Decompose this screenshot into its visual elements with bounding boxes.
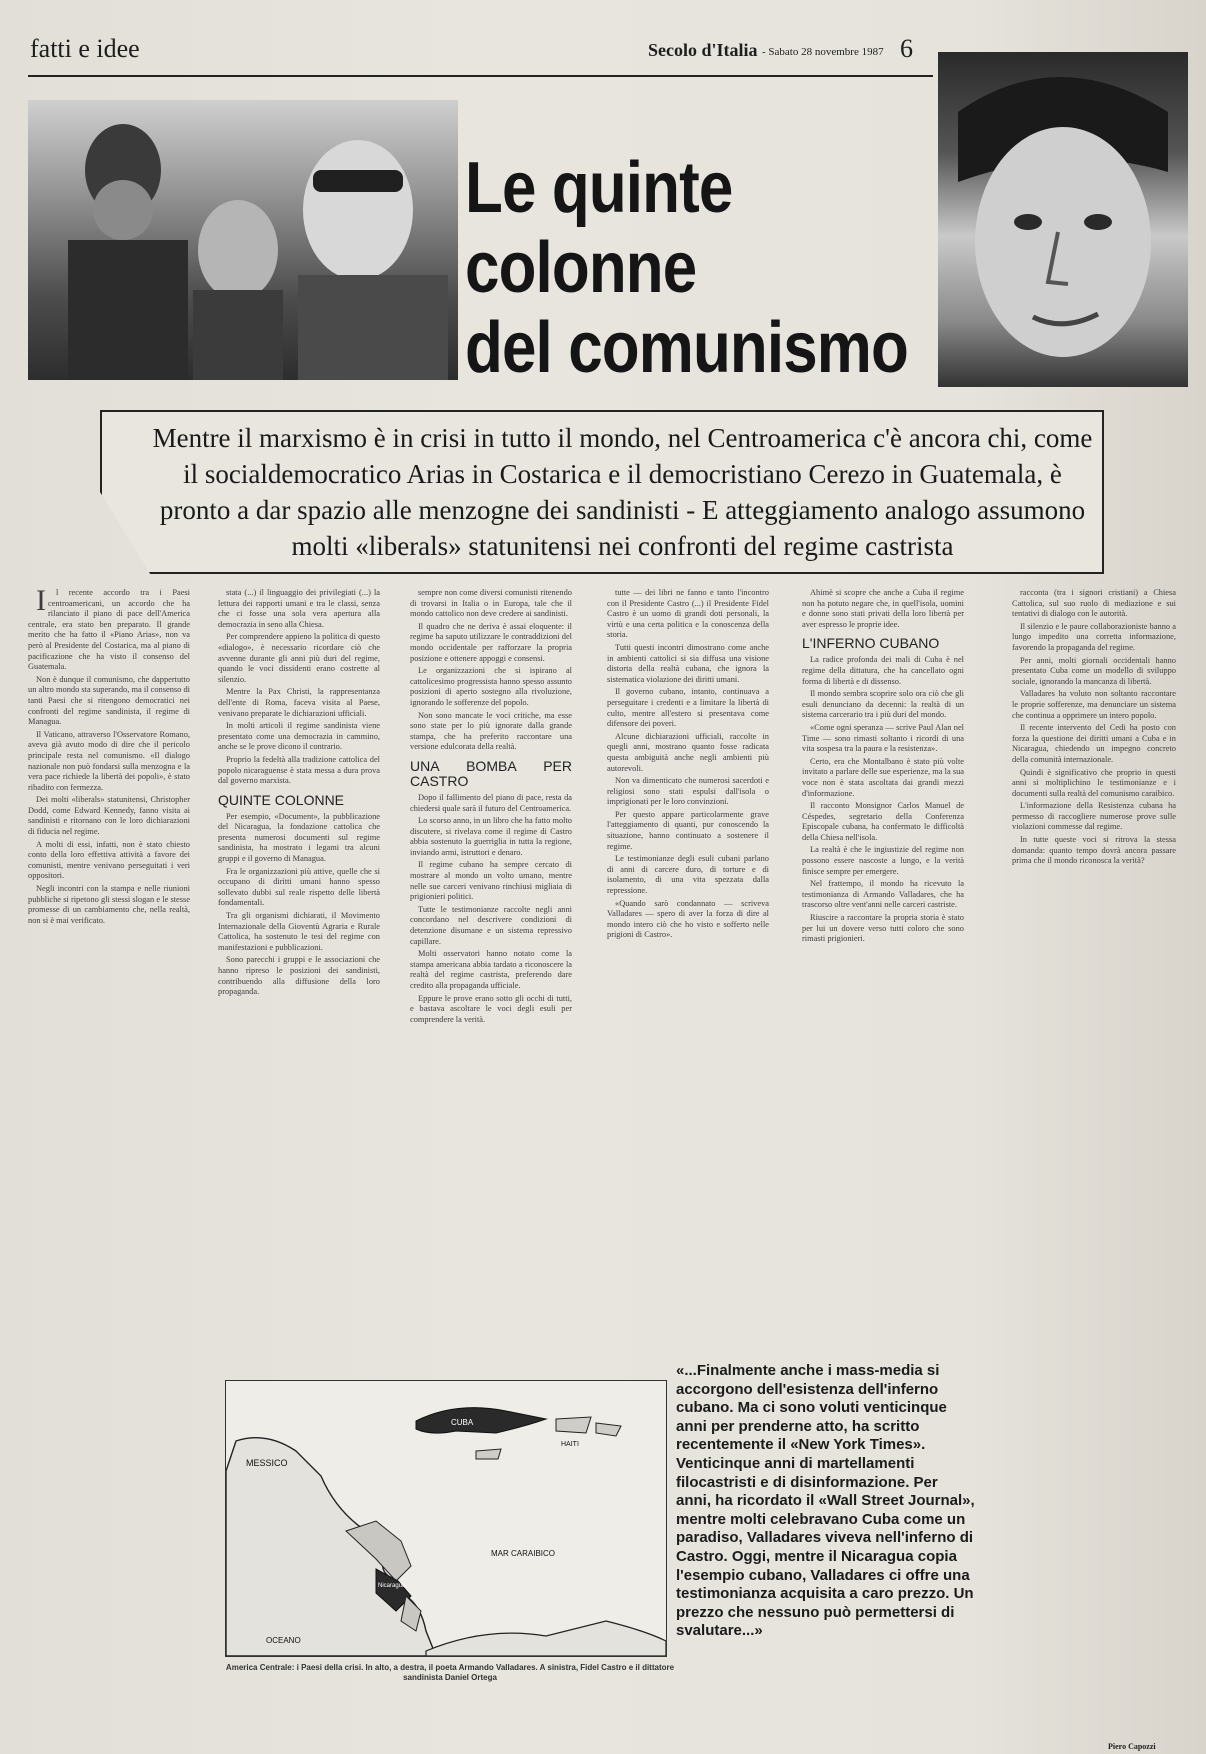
paragraph: Non è dunque il comunismo, che dappertutto un altro mondo sta superando, ma il consenso di tanti Paesi che si ritengono democratici nei confronti del regime sandinista, il regime di Managua. xyxy=(28,674,190,727)
paragraph: Tra gli organismi dichiarati, il Movimento Internazionale della Gioventù Agraria e Rurale Cattolica, ha sostenuto le tesi del regime con manifestazioni e pubblicazioni. xyxy=(218,911,380,952)
article-column-3 xyxy=(410,588,572,1368)
photo-castro-ortega xyxy=(28,100,458,380)
subhead-una-bomba: UNA BOMBA PER CASTRO xyxy=(410,757,572,789)
paragraph: racconta (tra i signori cristiani) a Chiesa Cattolica, sul suo ruolo di mediazione e sui tentativi di dialogo con le autorità. xyxy=(1012,588,1176,619)
headline-line-1: Le quinte xyxy=(465,148,733,228)
paragraph: Le organizzazioni che si ispirano al cattolicesimo progressista hanno spesso assunto posizioni di aperto sostegno alla rivoluzione, ignorando le sofferenze del popolo. xyxy=(410,666,572,707)
header-rule xyxy=(28,75,933,77)
subhead-inferno-cubano: L'INFERNO CUBANO xyxy=(802,635,940,652)
paragraph: La radice profonda dei mali di Cuba è nel regime della dittatura, che ha cancellato ogni forma di libertà e di dissenso. xyxy=(802,655,964,686)
page-number: 6 xyxy=(900,34,913,63)
paragraph: Sono parecchi i gruppi e le associazioni che hanno ripreso le posizioni dei sandinisti, contribuendo alla diffusione della loro propaganda. xyxy=(218,955,380,997)
paragraph: A molti di essi, infatti, non è stato chiesto conto della loro effettiva attività a favore dei comunisti, mentre venivano perseguitati i veri oppositori. xyxy=(28,839,190,881)
article-column-5 xyxy=(802,588,964,1348)
paragraph: Nel frattempo, il mondo ha ricevuto la testimonianza di Armando Valladares, che ha trascorso oltre vent'anni nelle carceri castriste. xyxy=(802,879,964,910)
subhead-quinte-colonne: QUINTE COLONNE xyxy=(218,791,345,808)
paragraph: Riuscire a raccontare la propria storia è stato per lui un dovere verso tutti coloro che sono rimasti prigionieri. xyxy=(802,913,964,944)
map-label-mexico: MESSICO xyxy=(246,1458,288,1468)
dropcap: I xyxy=(36,588,46,617)
central-america-map xyxy=(225,1380,667,1657)
paragraph: Proprio la fedeltà alla tradizione cattolica del popolo nicaraguense è stata messa a dura prova dal governo marxista. xyxy=(218,754,380,786)
article-column-4 xyxy=(607,588,769,1368)
headline-line-2: colonne xyxy=(465,228,697,308)
paragraph: «Quando sarò condannato — scriveva Valladares — spero di aver la forza di dire al mondo intero ciò che ho visto e sofferto nelle prigioni di Castro». xyxy=(607,898,769,940)
paragraph: Certo, era che Montalbano è stato più volte invitato a parlare delle sue esperienze, ma la sua voce non è stata ascoltata dai grandi mezzi d'informazione. xyxy=(802,756,964,798)
photo-castro-ortega-image xyxy=(28,100,458,380)
map-label-sea: MAR CARAIBICO xyxy=(491,1549,556,1558)
paragraph: Per comprendere appieno la politica di questo «dialogo», è necessario ricordare ciò che avvenne durante gli anni più duri del regime, quando le voci dissidenti erano costrette al silenzio. xyxy=(218,632,380,684)
pull-quote: «...Finalmente anche i mass-media si accorgono dell'esistenza dell'inferno cubano. Ma ci sono voluti venticinque anni per prenderne atto, ha scritto recentemente il «New York Times». Venticinque anni di martellamenti filocastristi e di disinformazione. Per anni, ha ricordato il «Wall Street Journal», mentre molti celebravano Cuba come un paradiso, Valladares viveva nell'inferno di Castro. Oggi, mentre il Nicaragua copia l'esempio cubano, Valladares ci offre una testimonianza acquisita a caro prezzo. Un prezzo che nessuno può permettersi di svalutare...» xyxy=(676,1362,975,1640)
paragraph: Fra le organizzazioni più attive, quelle che si occupano di diritti umani hanno spesso sollevato dubbi sul reale rispetto delle libertà fondamentali. xyxy=(218,866,380,908)
paragraph: Il recente intervento del Cedi ha posto con forza la questione dei diritti umani a Cuba e in Nicaragua, chiedendo un impegno concreto della comunità internazionale. xyxy=(1012,723,1176,764)
paragraph: Dopo il fallimento del piano di pace, resta da chiedersi quale sarà il futuro del Centroamerica. xyxy=(410,792,572,813)
paragraph: Lo scorso anno, in un libro che ha fatto molto discutere, si rivelava come il regime di Castro abbia sostenuto la guerriglia in tutta la regione, inviando armi, istruttori e denaro. xyxy=(410,816,572,857)
paragraph: Per questo appare particolarmente grave l'atteggiamento di quanti, pur conoscendo la situazione, hanno continuato a sostenere il regime. xyxy=(607,809,769,851)
paragraph: Il quadro che ne deriva è assai eloquente: il regime ha saputo utilizzare le contraddizioni del mondo occidentale per rafforzare la propria posizione e ottenere appoggi e consensi. xyxy=(410,621,572,663)
byline: Piero Capozzi xyxy=(1108,1742,1156,1751)
paragraph: Mentre la Pax Christi, la rappresentanza dell'ente di Roma, faceva visita al Paese, venivano preparate le dichiarazioni ufficiali. xyxy=(218,687,380,718)
paragraph: L'informazione della Resistenza cubana ha permesso di raccogliere numerose prove sulle violazioni commesse dal regime. xyxy=(1012,801,1176,832)
paragraph: Le testimonianze degli esuli cubani parlano di anni di carcere duro, di torture e di isolamento, di una vita spezzata dalla repressione. xyxy=(607,854,769,896)
paragraph: Il mondo sembra scoprire solo ora ciò che gli esuli denunciano da decenni: la realtà di un sistema carcerario tra i più duri del mondo. xyxy=(802,689,964,720)
headline-line-3: del comunismo xyxy=(465,308,908,388)
paragraph: sempre non come diversi comunisti ritenendo di trovarsi in Italia o in Europa, tale che il mondo cattolico non deve credere ai sandinisti. xyxy=(410,588,572,619)
paragraph: In tutte queste voci si ritrova la stessa domanda: quanto tempo dovrà ancora passare prima che il mondo riconosca la verità? xyxy=(1012,835,1176,866)
paragraph: Quindi è significativo che proprio in questi anni si moltiplichino le testimonianze e i documenti sulla realtà del comunismo caraibico. xyxy=(1012,767,1176,798)
paragraph: Ahimè si scopre che anche a Cuba il regime non ha potuto negare che, in quell'isola, uomini e donne sono stati privati della loro libertà per aver espresso le proprie idee. xyxy=(802,588,964,629)
paragraph: Molti osservatori hanno notato come la stampa americana abbia tardato a riconoscere la realtà del regime castrista, preferendo dare credito alla propaganda ufficiale. xyxy=(410,949,572,990)
paragraph: Alcune dichiarazioni ufficiali, raccolte in quegli anni, mostrano quanto fosse radicata questa ambiguità anche negli ambienti più autorevoli. xyxy=(607,731,769,773)
issue-date: - Sabato 28 novembre 1987 xyxy=(762,46,884,58)
paragraph: Tutti questi incontri dimostrano come anche in ambienti cattolici si sia diffusa una visione distorta della realtà cubana, che ignora la sistematica violazione dei diritti umani. xyxy=(607,642,769,684)
paragraph: stata (...) il linguaggio dei privilegiati (...) la lettura dei rapporti umani e tra le classi, senza che ci fosse una sola vera apertura alla democrazia in seno alla Chiesa. xyxy=(218,588,380,629)
paragraph: Non sono mancate le voci critiche, ma esse sono state per lo più ignorate dalla grande stampa, che ha preferito raccontare una versione edulcorata della realtà. xyxy=(410,710,572,752)
paragraph: In molti articoli il regime sandinista viene presentato come una democrazia in cammino, anche se le prove dicono il contrario. xyxy=(218,721,380,752)
paragraph: La realtà è che le ingiustizie del regime non possono essere nascoste a lungo, e la verità finisce sempre per emergere. xyxy=(802,845,964,876)
paragraph: Non va dimenticato che numerosi sacerdoti e religiosi sono stati espulsi dall'isola o imprigionati per le loro convinzioni. xyxy=(607,776,769,807)
paragraph: Il governo cubano, intanto, continuava a perseguitare i credenti e a limitare la libertà di culto, mentre all'estero si presentava come difensore dei poveri. xyxy=(607,687,769,729)
article-column-6 xyxy=(1012,588,1176,1738)
paragraph: Per anni, molti giornali occidentali hanno presentato Cuba come un modello di sviluppo sociale, ignorando la mancanza di libertà. xyxy=(1012,655,1176,686)
newspaper-name: Secolo d'Italia xyxy=(648,40,758,60)
paragraph: Dei molti «liberals» statunitensi, Christopher Dodd, come Edward Kennedy, fanno visita ai sandinisti e ritornano con le loro dichiarazioni di fiducia nel regime. xyxy=(28,795,190,837)
paragraph: Eppure le prove erano sotto gli occhi di tutti, e bastava ascoltare le voci degli esuli per comprendere la verità. xyxy=(410,993,572,1024)
headline xyxy=(465,148,908,388)
photo-valladares xyxy=(938,52,1188,387)
paragraph: l recente accordo tra i Paesi centroamericani, un accordo che ha rilanciato il piano di pace dell'America centrale, era stato ben preparato. Il grande merito che ha fatto il «Piano Arias», non va però al Presidente del Costarica, ma al piano di pacificazione che ha visto il consenso del Guatemala. xyxy=(28,588,190,672)
paragraph: Il Vaticano, attraverso l'Osservatore Romano, aveva già avuto modo di dire che il pericolo principale resta nel comunismo. «Il dialogo nazionale non può fondarsi sulla menzogna e la vera pace richiede la libertà dei popoli», è stato ribadito con fermezza. xyxy=(28,729,190,792)
paragraph: Il racconto Monsignor Carlos Manuel de Céspedes, segretario della Conferenza Episcopale cubana, ha confermato le difficoltà della Chiesa nell'isola. xyxy=(802,801,964,842)
paragraph: Tutte le testimonianze raccolte negli anni concordano nel descrivere condizioni di detenzione disumane e un sistema repressivo capillare. xyxy=(410,904,572,946)
paragraph: tutte — dei libri ne fanno e tanto l'incontro con il Presidente Castro (...) il Presidente Fidel Castro è un uomo di grandi doti personali, la virtù e una certa politica e la conoscenza della storia. xyxy=(607,588,769,640)
map-caption: America Centrale: i Paesi della crisi. In alto, a destra, il poeta Armando Valladares. A sinistra, Fidel Castro e il dittatore sandinista Daniel Ortega xyxy=(225,1663,675,1682)
paragraph: Il regime cubano ha sempre cercato di mostrare al mondo un volto umano, mentre nelle sue carceri venivano rinchiusi migliaia di prigionieri politici. xyxy=(410,860,572,902)
map-label-ocean: OCEANO xyxy=(266,1636,301,1645)
paragraph: «Come ogni speranza — scrive Paul Alan nel Time — sono rimasti soltanto i ricordi di una vita sospesa tra la paura e la resistenza». xyxy=(802,722,964,754)
map-label-nicaragua: Nicaragua xyxy=(378,1583,406,1589)
article-column-1 xyxy=(28,588,190,1738)
map-drawing xyxy=(226,1381,666,1656)
paragraph: Per esempio, «Document», la pubblicazione del Nicaragua, la fondazione cattolica che presenta numerosi documenti sul regime sandinista, ha mostrato i legami tra alcuni gruppi e il governo di Managua. xyxy=(218,811,380,864)
section-title: fatti e idee xyxy=(30,34,140,63)
paragraph: Negli incontri con la stampa e nelle riunioni pubbliche si ripetono gli stessi slogan e le stesse promesse di un cambiamento che, nella realtà, non si è mai verificato. xyxy=(28,884,190,925)
map-label-haiti: HAITI xyxy=(561,1441,579,1448)
deck-text: Mentre il marxismo è in crisi in tutto il mondo, nel Centroamerica c'è ancora chi, come il socialdemocratico Arias in Costarica e il democristiano Cerezo in Guatemala, è pronto a dar spazio alle menzogne dei sandinisti - E atteggiamento analogo assumono molti «liberals» statunitensi nei confronti del regime castrista xyxy=(152,423,1093,561)
photo-valladares-image xyxy=(938,52,1188,387)
article-column-2 xyxy=(218,588,380,1368)
paragraph: Il silenzio e le paure collaborazioniste hanno a lungo impedito una corretta informazione, favorendo la propaganda del regime. xyxy=(1012,621,1176,652)
map-label-cuba: CUBA xyxy=(451,1418,474,1427)
paragraph: Valladares ha voluto non soltanto raccontare le proprie sofferenze, ma denunciare un sistema che continua a opprimere un intero popolo. xyxy=(1012,689,1176,720)
